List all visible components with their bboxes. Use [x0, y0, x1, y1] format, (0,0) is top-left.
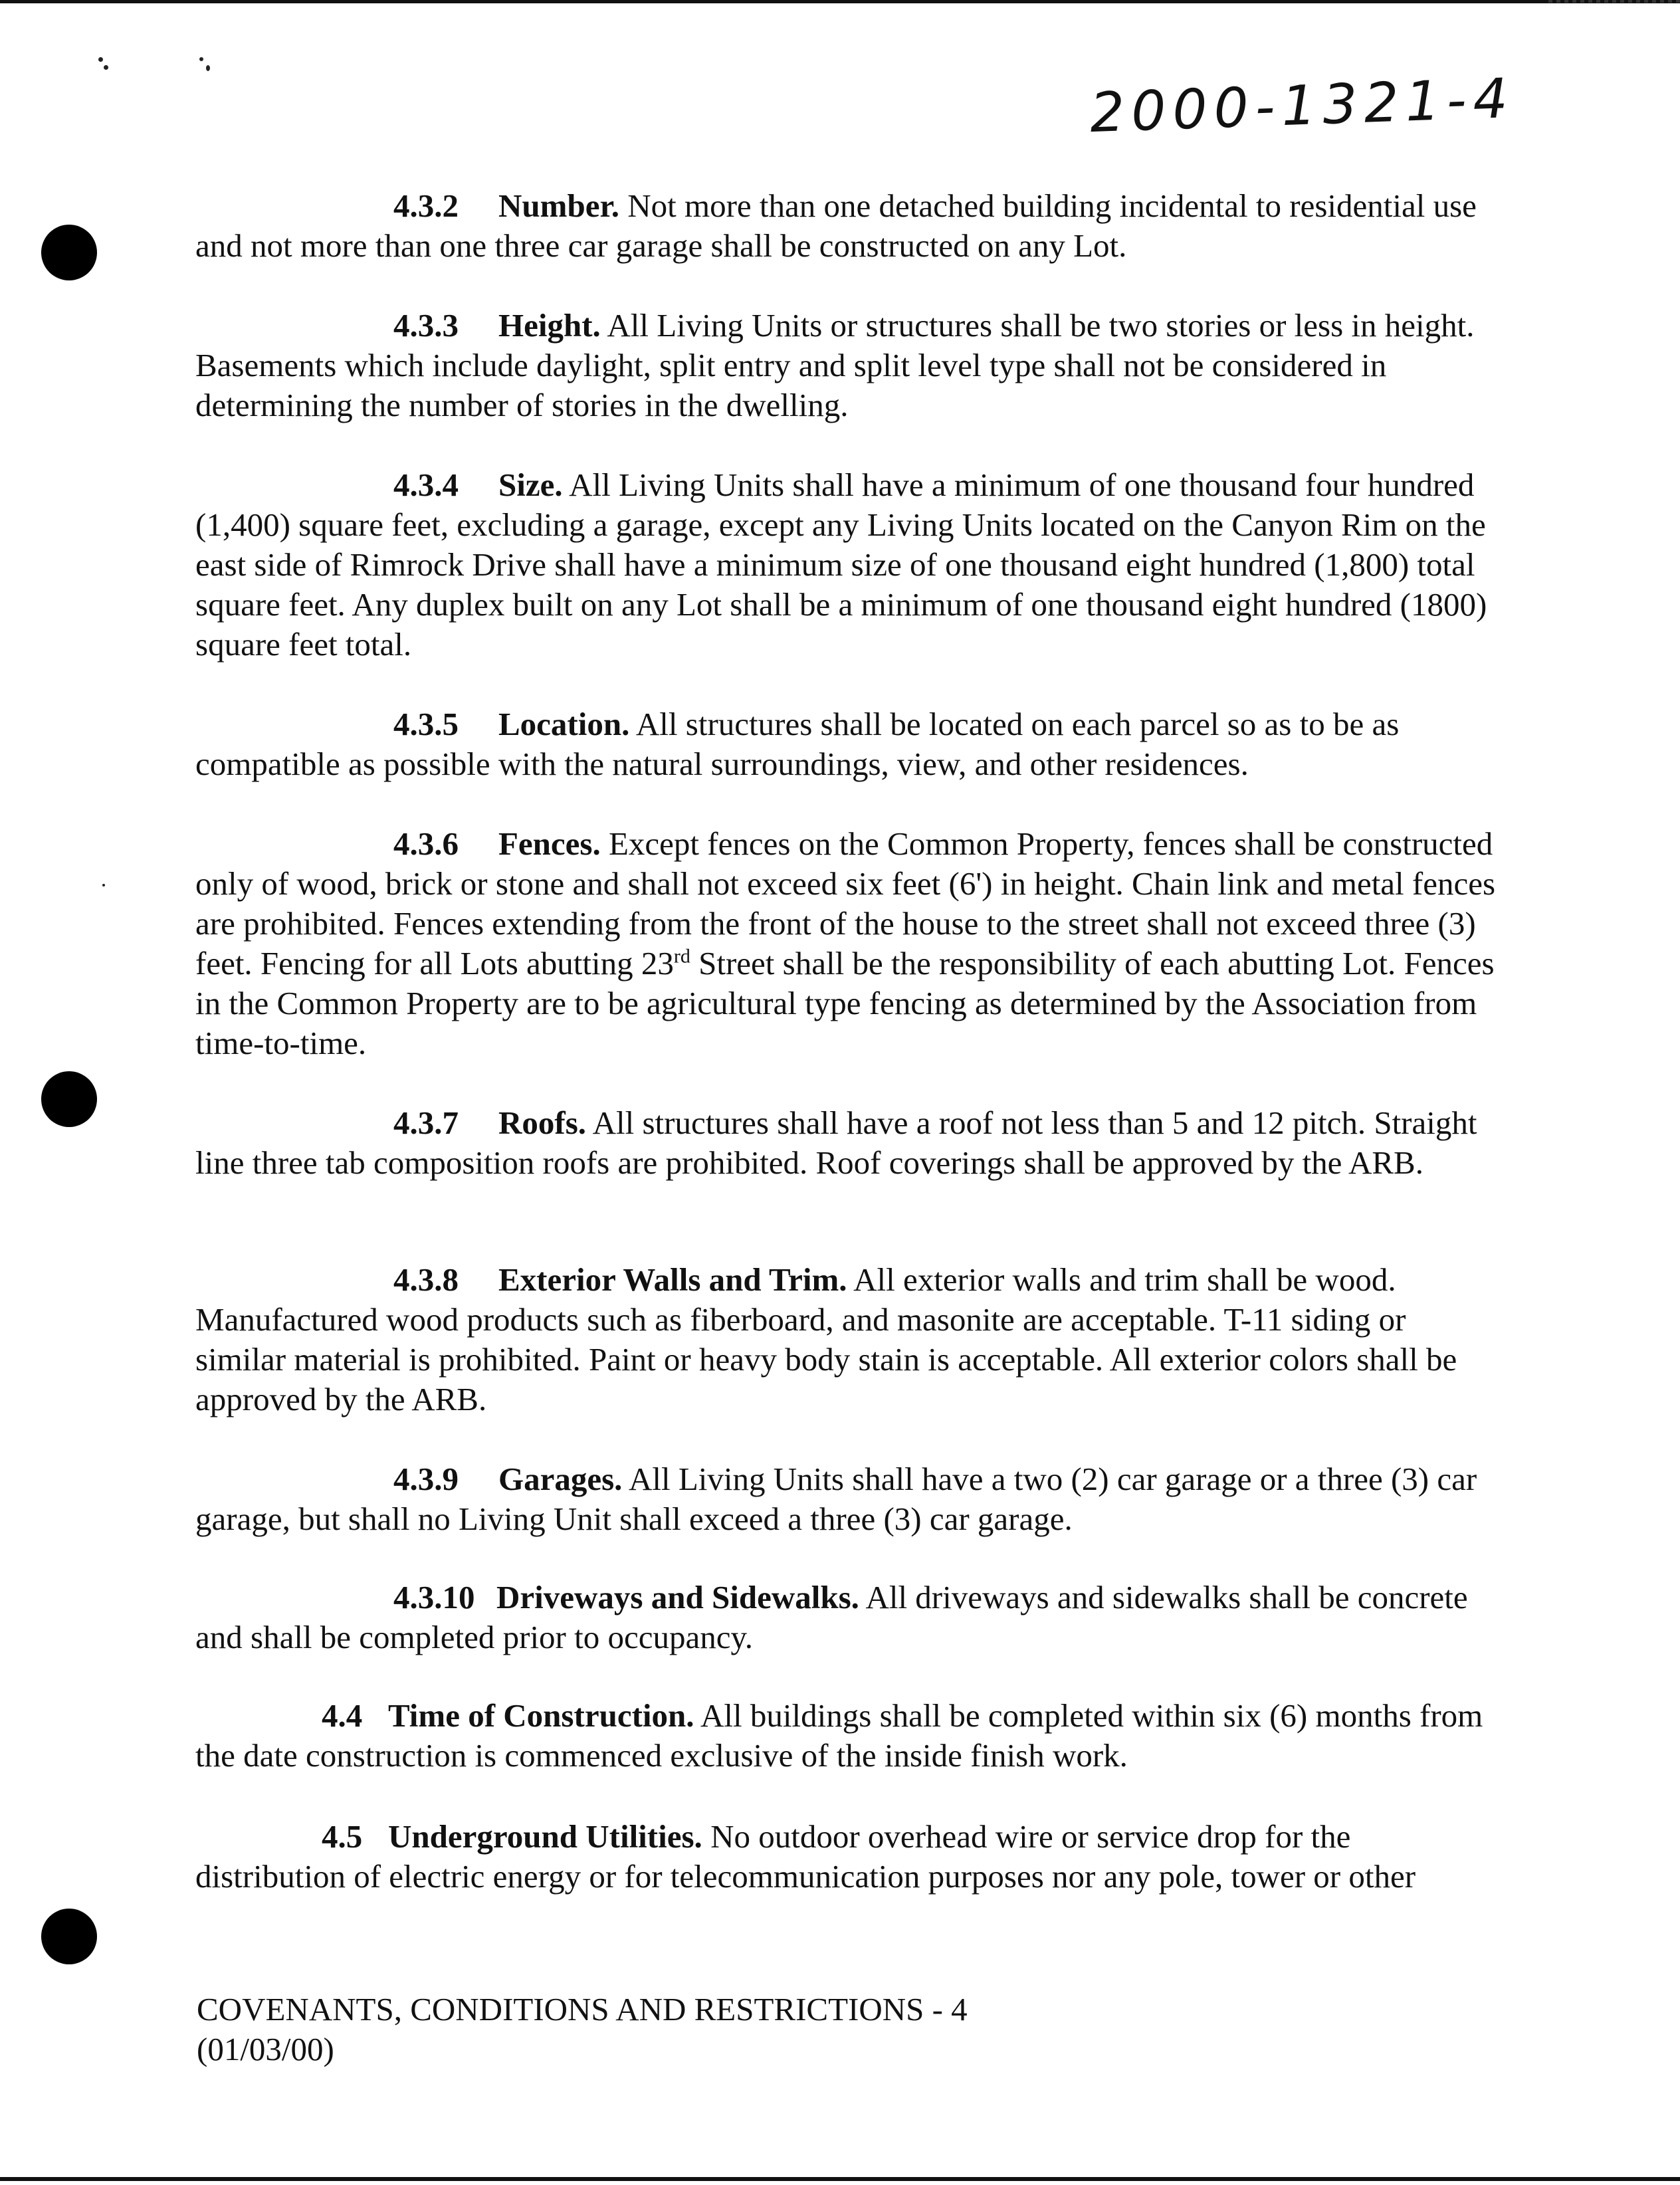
section-number: 4.3.2	[393, 187, 459, 224]
section-number: 4.3.4	[393, 467, 459, 503]
section-text-continued: Street shall be the responsibility of each abutting Lot. Fences in the Common Property are to be agricultural type fencing as determined by the Association from time-to-time.	[195, 945, 1495, 1061]
section-number: 4.4	[322, 1697, 363, 1734]
section-text: All structures shall have a roof not less than 5 and 12 pitch. Straight line three tab composition roofs are prohibited. Roof coverings shall be approved by the ARB.	[195, 1104, 1477, 1181]
section-number: 4.3.3	[393, 307, 459, 344]
section-title: Garages.	[498, 1461, 623, 1497]
section-text: Except fences on the Common Property, fences shall be constructed only of wood, brick or stone and shall not exceed six feet (6') in height. Chain link and metal fences are prohibited. Fences extending from the front of the house to the street shall not exceed three (3) feet. Fencing for all Lots abutting 23	[195, 825, 1496, 982]
section-text: Not more than one detached building incidental to residential use and not more than one three car garage shall be constructed on any Lot.	[195, 187, 1477, 264]
section-number: 4.5	[322, 1818, 363, 1855]
section-title: Exterior Walls and Trim.	[498, 1261, 847, 1298]
scan-speck	[104, 65, 108, 70]
section-title: Driveways and Sidewalks.	[496, 1579, 859, 1615]
footer-date: (01/03/00)	[197, 2031, 334, 2067]
section-title: Height.	[498, 307, 601, 344]
section-number: 4.3.8	[393, 1261, 459, 1298]
top-border-line	[0, 0, 1680, 3]
section-4-4	[195, 1696, 1498, 1776]
section-4-3-2	[195, 186, 1498, 266]
punch-hole	[41, 1071, 97, 1127]
section-text: All structures shall be located on each parcel so as to be as compatible as possible with the natural surroundings, view, and other residences.	[195, 706, 1400, 782]
section-text: All Living Units shall have a minimum of one thousand four hundred (1,400) square feet, excluding a garage, except any Living Units located on the Canyon Rim on the east side of Rimrock Drive shall have a minimum size of one thousand eight hundred (1,800) total square feet. Any duplex built on any Lot shall be a minimum of one thousand eight hundred (1800) square feet total.	[195, 467, 1487, 663]
top-border-dashes	[1548, 0, 1680, 3]
section-4-3-4	[195, 465, 1498, 665]
section-title: Fences.	[498, 825, 601, 862]
scan-speck	[102, 884, 105, 886]
section-text: All driveways and sidewalks shall be concrete and shall be completed prior to occupancy.	[195, 1579, 1468, 1655]
ordinal-suffix: rd	[673, 945, 690, 968]
scan-speck	[98, 57, 103, 62]
section-title: Underground Utilities.	[388, 1818, 702, 1855]
section-4-3-5	[195, 704, 1498, 784]
section-title: Time of Construction.	[388, 1697, 694, 1734]
punch-hole	[41, 1909, 97, 1964]
section-4-3-9	[195, 1459, 1498, 1539]
scan-speck	[199, 57, 203, 61]
section-text: No outdoor overhead wire or service drop for the distribution of electric energy or for telecommunication purposes nor any pole, tower or other	[195, 1818, 1416, 1895]
section-text: All Living Units shall have a two (2) car garage or a three (3) car garage, but shall no Living Unit shall exceed a three (3) car garage.	[195, 1461, 1477, 1537]
bottom-border-line	[0, 2177, 1680, 2181]
section-text: All Living Units or structures shall be two stories or less in height. Basements which include daylight, split entry and split level type shall not be considered in determining the number of stories in the dwelling.	[195, 307, 1475, 423]
section-title: Roofs.	[498, 1104, 587, 1141]
section-title: Location.	[498, 706, 630, 742]
section-title: Number.	[498, 187, 619, 224]
section-4-5	[195, 1817, 1498, 1897]
section-number: 4.3.7	[393, 1104, 459, 1141]
scan-speck	[206, 65, 210, 71]
section-4-3-3	[195, 306, 1498, 425]
footer-document-title: COVENANTS, CONDITIONS AND RESTRICTIONS - 4	[197, 1991, 968, 2028]
section-number: 4.3.9	[393, 1461, 459, 1497]
section-number: 4.3.5	[393, 706, 459, 742]
section-text: All buildings shall be completed within six (6) months from the date construction is commenced exclusive of the inside finish work.	[195, 1697, 1483, 1774]
section-title: Size.	[498, 467, 563, 503]
section-text: All exterior walls and trim shall be wood. Manufactured wood products such as fiberboard, and masonite are acceptable. T-11 siding or similar material is prohibited. Paint or heavy body stain is acceptable. All exterior colors shall be approved by the ARB.	[195, 1261, 1457, 1417]
page-footer	[197, 1990, 968, 2069]
punch-hole	[41, 225, 97, 280]
handwritten-document-number: 2000-1321-4	[1089, 66, 1516, 146]
section-4-3-8	[195, 1260, 1498, 1419]
section-4-3-6	[195, 824, 1498, 1063]
section-4-3-10	[195, 1578, 1498, 1657]
section-number: 4.3.6	[393, 825, 459, 862]
section-number: 4.3.10	[393, 1579, 475, 1615]
section-4-3-7	[195, 1103, 1498, 1183]
